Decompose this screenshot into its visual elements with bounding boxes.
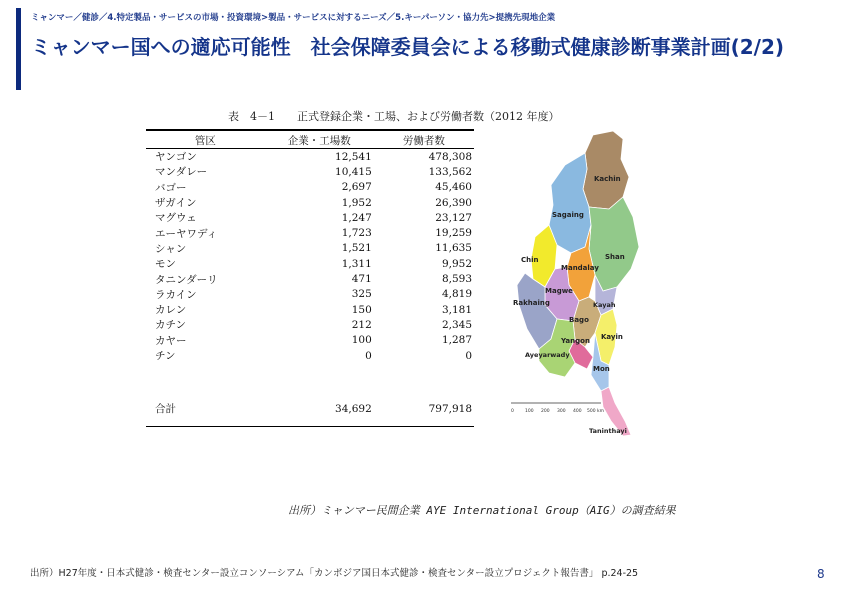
row-companies: 0: [365, 349, 372, 362]
breadcrumb: ミャンマー／健診／4.特定製品・サービスの市場・投資環境>製品・サービスに対するニーズ／5.キーパーソン・協力先>提携先現地企業: [31, 13, 556, 23]
row-workers: 23,127: [435, 211, 472, 224]
page-title: ミャンマー国への適応可能性 社会保障委員会による移動式健康診断事業計画(2/2): [31, 35, 785, 59]
scale-tick-100: 100: [525, 409, 534, 414]
scale-tick-0: 0: [511, 409, 514, 414]
total-companies: 34,692: [335, 402, 372, 415]
table-row: [146, 210, 474, 225]
table-row: [146, 241, 474, 256]
scale-tick-200: 200: [541, 409, 550, 414]
table-spacer-row: [146, 363, 474, 401]
row-companies: 2,697: [341, 181, 372, 194]
scale-tick-500: 500 km: [587, 409, 605, 414]
row-region: エーヤワディ: [155, 227, 218, 240]
row-companies: 10,415: [335, 165, 372, 178]
row-region: ヤンゴン: [155, 151, 197, 164]
row-workers: 4,819: [441, 288, 472, 301]
map-label-rakhaing: Rakhaing: [513, 299, 550, 307]
row-workers: 133,562: [428, 165, 472, 178]
map-label-taninthayi: Taninthayi: [589, 427, 627, 435]
row-workers: 26,390: [435, 196, 472, 209]
row-region: マンダレー: [155, 166, 208, 179]
row-region: カチン: [155, 319, 186, 332]
page-number: 8: [817, 567, 825, 581]
row-workers: 19,259: [435, 227, 472, 240]
row-workers: 3,181: [441, 303, 472, 316]
row-workers: 478,308: [428, 150, 472, 163]
table-row: [146, 317, 474, 332]
map-label-mon: Mon: [593, 365, 610, 373]
row-region: シャン: [155, 242, 187, 255]
myanmar-map: [505, 125, 655, 437]
row-region: モン: [155, 258, 176, 271]
row-companies: 1,723: [341, 227, 372, 240]
table-row: [146, 333, 474, 348]
map-region-shan: [589, 197, 639, 291]
table-row: [146, 302, 474, 317]
map-label-bago: Bago: [569, 316, 589, 324]
row-region: タニンダーリ: [155, 273, 218, 286]
row-companies: 100: [351, 334, 372, 347]
table-row: [146, 164, 474, 179]
row-companies: 471: [351, 273, 372, 286]
footer-source: 出所）H27年度・日本式健診・検査センター設立コンソーシアム「カンボジア国日本式健診・検査センター設立プロジェクト報告書」 p.24-25: [30, 568, 639, 579]
row-region: マグウェ: [155, 212, 197, 225]
table-row: [146, 149, 474, 165]
map-label-sagaing: Sagaing: [552, 211, 584, 219]
scale-tick-400: 400: [573, 409, 582, 414]
row-companies: 12,541: [335, 150, 372, 163]
row-workers: 8,593: [441, 273, 472, 286]
map-label-ayeyarwady: Ayeyarwady: [525, 351, 570, 359]
source-note: 出所）ミャンマー民間企業 AYE International Group（AIG）の調査結果: [288, 504, 676, 517]
row-workers: 1,287: [441, 334, 472, 347]
row-region: チン: [155, 350, 176, 362]
row-companies: 1,311: [341, 257, 372, 270]
table-row: [146, 180, 474, 195]
row-workers: 9,952: [441, 257, 472, 270]
table-row: [146, 287, 474, 302]
row-companies: 1,247: [341, 211, 372, 224]
company-worker-table: [146, 133, 474, 427]
row-region: ラカイン: [155, 288, 197, 301]
row-workers: 0: [465, 349, 472, 362]
scale-tick-300: 300: [557, 409, 566, 414]
table-row: [146, 348, 474, 363]
table-bottom-rule: [146, 416, 474, 427]
table-row: [146, 225, 474, 240]
title-accent-bar: [16, 8, 21, 90]
map-scale-bar: [511, 403, 604, 414]
row-region: カレン: [155, 304, 187, 317]
header-companies: 企業・工場数: [265, 133, 374, 149]
row-workers: 2,345: [441, 318, 472, 331]
table-caption: 表 4－1 正式登録企業・工場、および労働者数（2012 年度）: [228, 110, 560, 123]
table-row: [146, 256, 474, 271]
total-workers: 797,918: [428, 402, 472, 415]
row-region: バゴー: [155, 181, 187, 194]
header-workers: 労働者数: [374, 133, 474, 149]
table-row: [146, 195, 474, 210]
map-region-sagaing: [549, 153, 591, 253]
total-label: 合計: [155, 403, 176, 416]
row-companies: 1,952: [341, 196, 372, 209]
map-label-magwe: Magwe: [545, 287, 573, 295]
table-total-row: [146, 401, 474, 416]
row-region: カヤー: [155, 334, 187, 347]
table-top-rule: [146, 129, 474, 131]
row-workers: 11,635: [435, 242, 472, 255]
map-label-kayin: Kayin: [601, 333, 623, 341]
row-companies: 150: [351, 303, 372, 316]
map-label-kayah: Kayah: [593, 301, 616, 309]
map-label-chin: Chin: [521, 256, 539, 264]
row-region: ザガイン: [155, 197, 197, 210]
table-header-row: [146, 133, 474, 149]
row-companies: 212: [351, 318, 372, 331]
map-label-shan: Shan: [605, 253, 625, 261]
table-row: [146, 271, 474, 286]
map-label-yangon: Yangon: [561, 337, 590, 345]
row-companies: 325: [351, 288, 372, 301]
map-label-mandalay: Mandalay: [561, 264, 599, 272]
row-companies: 1,521: [341, 242, 372, 255]
table-body: [146, 149, 474, 427]
header-region: 管区: [146, 133, 265, 149]
map-label-kachin: Kachin: [594, 175, 621, 183]
row-workers: 45,460: [435, 181, 472, 194]
